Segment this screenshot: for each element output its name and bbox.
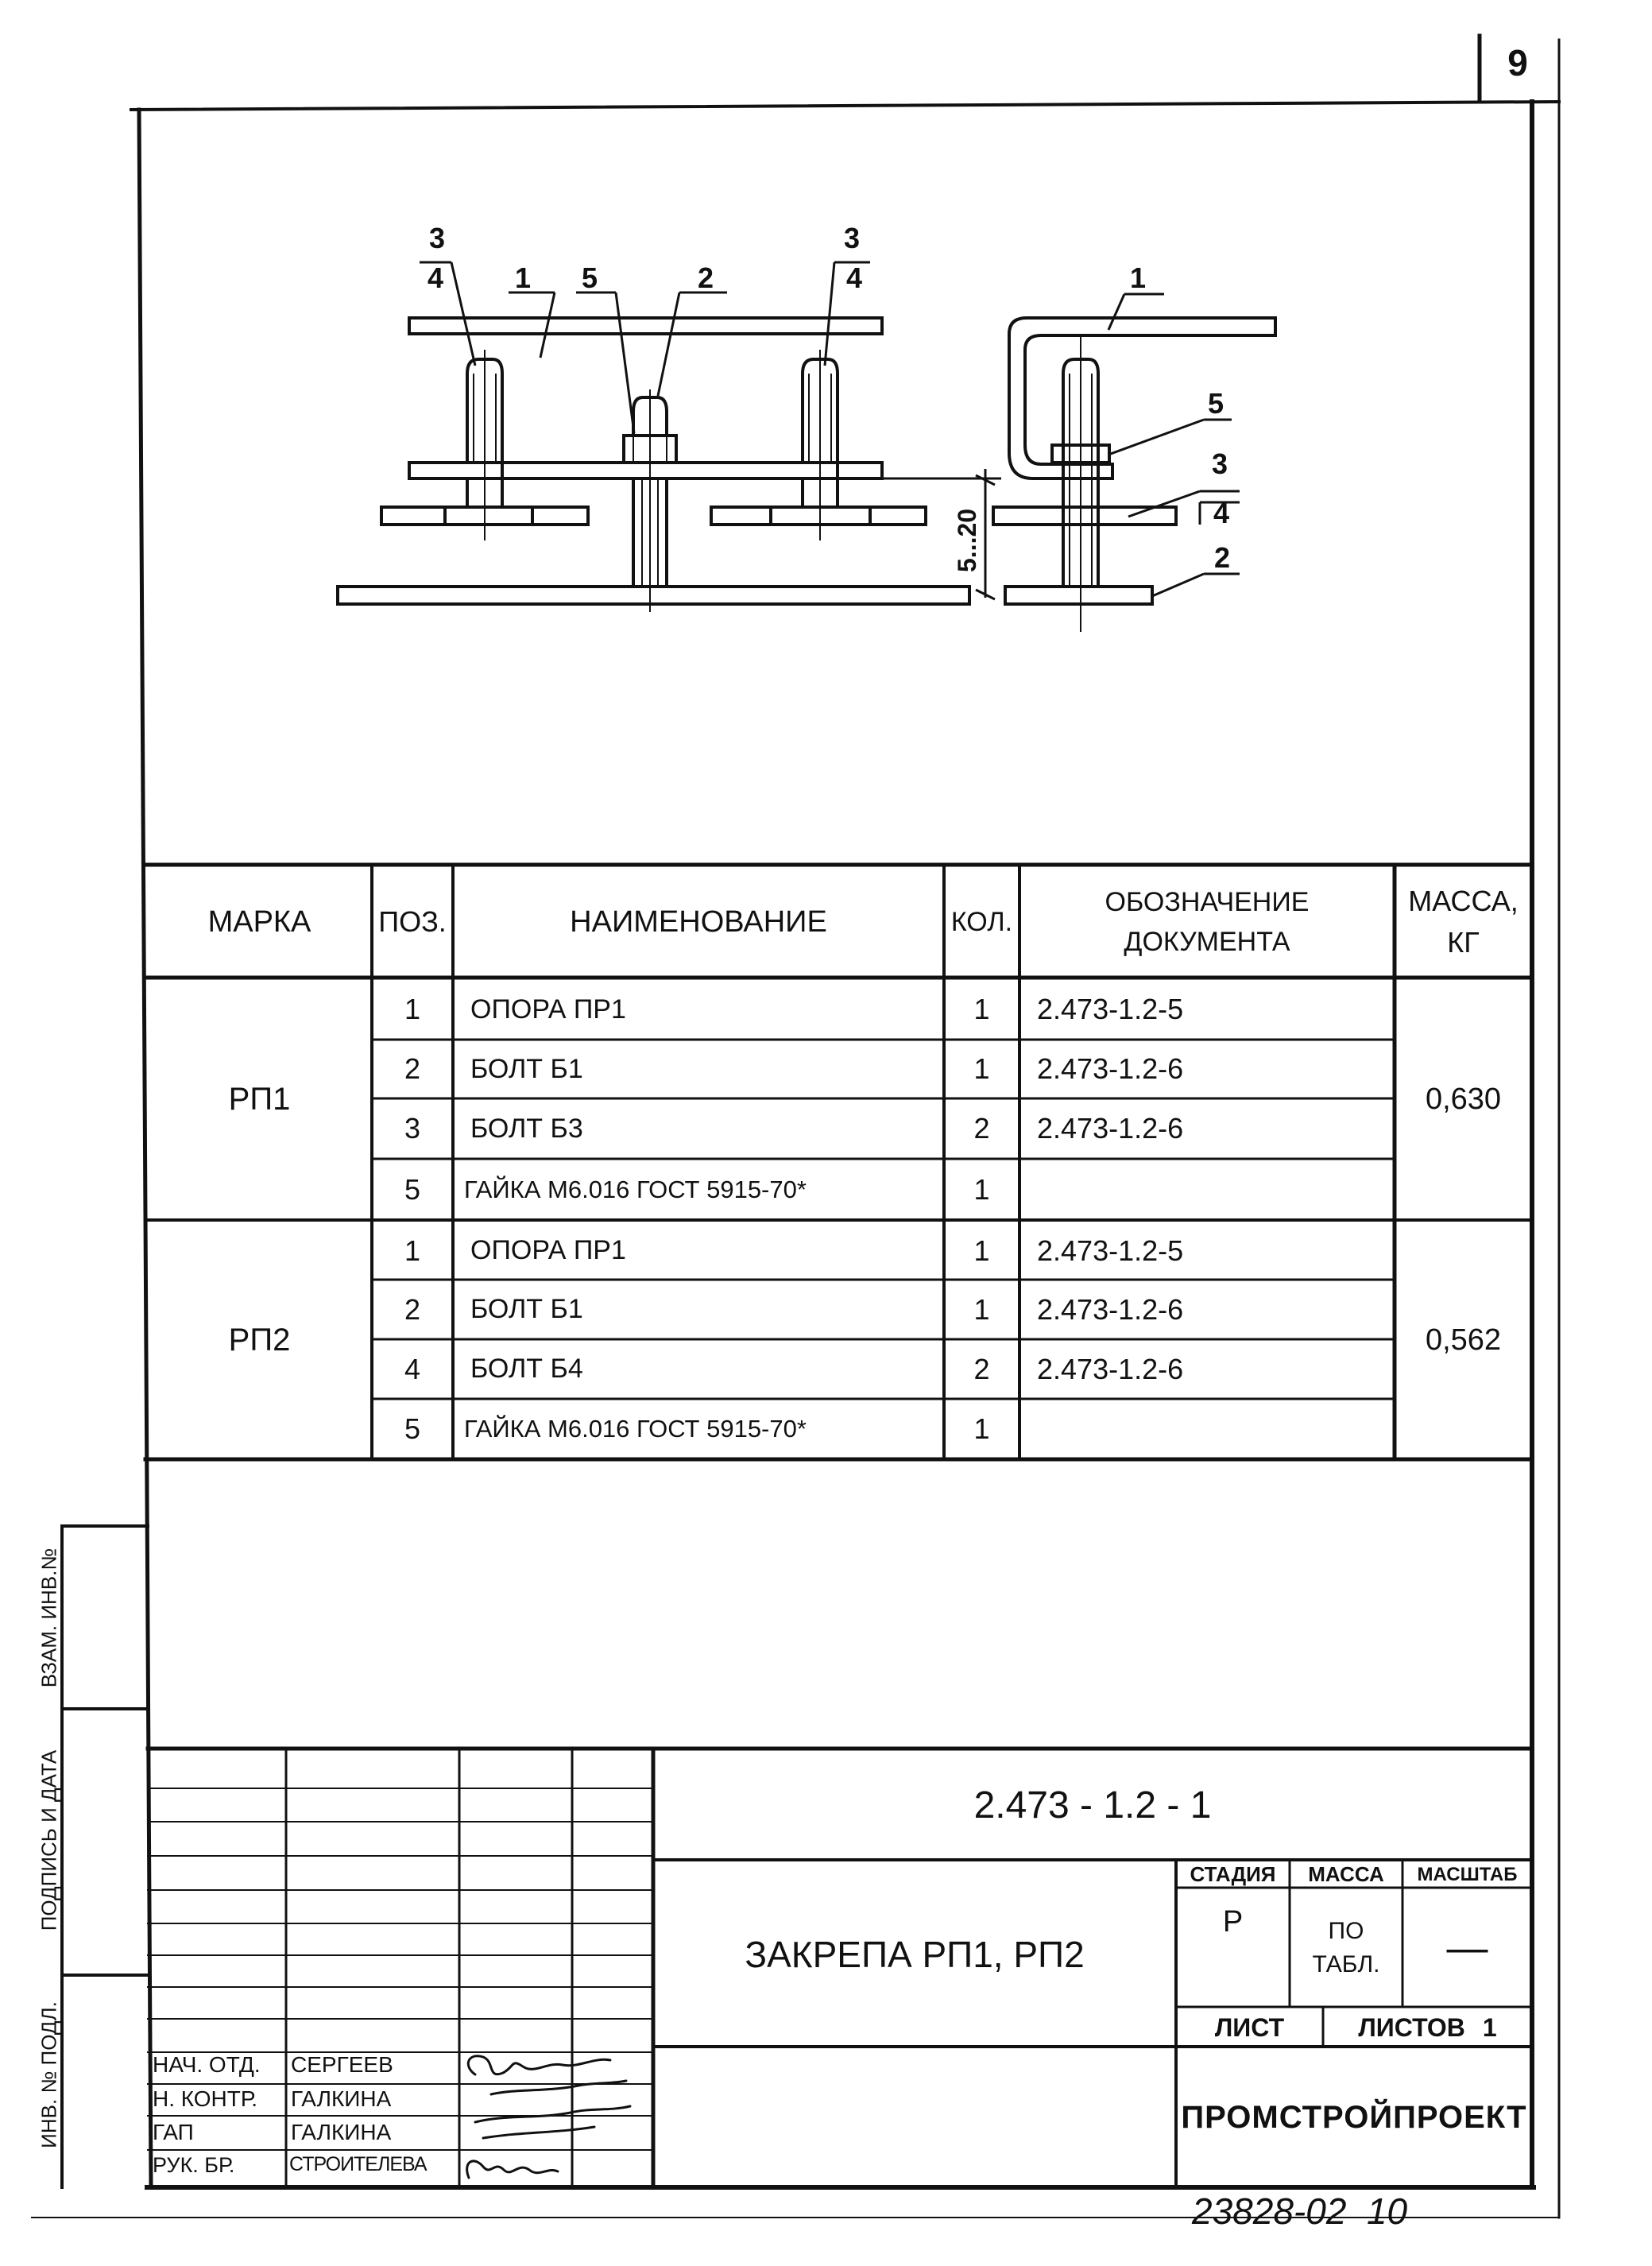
row-pos: 1 — [404, 1234, 421, 1267]
label-5-side: 5 — [1208, 387, 1224, 420]
label-3-side: 3 — [1212, 447, 1228, 480]
side-stamp-inv-podl: ИНВ. № ПОДЛ. — [37, 2001, 61, 2148]
scale-value: — — [1446, 1925, 1488, 1971]
mass-value-line2: ТАБЛ. — [1312, 1951, 1380, 1977]
sheets-label — [1323, 2008, 1532, 2047]
row-pos: 5 — [404, 1172, 421, 1206]
sheet-number: 9 — [1507, 42, 1528, 83]
stage-value: Р — [1222, 1905, 1244, 1939]
document-designation: 2.473 - 1.2 - 1 — [973, 1784, 1212, 1826]
row-qty: 1 — [973, 1052, 990, 1085]
header-marka: МАРКА — [207, 904, 311, 939]
scale-label: МАСШТАБ — [1417, 1863, 1518, 1885]
row-pos: 1 — [404, 993, 421, 1025]
sheets-label-text: ЛИСТОВ — [1358, 2012, 1465, 2042]
row-doc: 2.473-1.2-6 — [1037, 1112, 1184, 1145]
row-doc: 2.473-1.2-5 — [1037, 1234, 1184, 1267]
group-marka: РП2 — [228, 1323, 291, 1358]
stage-label: СТАДИЯ — [1190, 1862, 1276, 1886]
signature-role: ГАП — [153, 2120, 194, 2144]
row-pos: 5 — [404, 1412, 421, 1445]
label-3-right: 3 — [844, 222, 861, 254]
sheets-count: 1 — [1482, 2012, 1497, 2042]
row-qty: 1 — [973, 1172, 990, 1206]
header-mass-line2: КГ — [1447, 926, 1480, 959]
row-doc — [1019, 1399, 1395, 1459]
header-mass-line1: МАССА, — [1408, 885, 1519, 917]
row-name: ОПОРА ПР1 — [470, 1235, 626, 1265]
signature-role: Н. КОНТР. — [153, 2086, 258, 2111]
group-mass: 0,630 — [1425, 1083, 1502, 1116]
row-qty: 2 — [973, 1112, 990, 1145]
label-4-side: 4 — [1213, 497, 1230, 529]
row-name: ГАЙКА М6.016 ГОСТ 5915-70* — [464, 1175, 807, 1203]
dimension-label: 5...20 — [953, 508, 981, 572]
row-qty: 1 — [973, 1412, 990, 1445]
signature-name: СТРОИТЕЛЕВА — [289, 2153, 427, 2175]
label-4-left: 4 — [428, 261, 444, 294]
signature-role: РУК. БР. — [153, 2153, 235, 2177]
row-doc: 2.473-1.2-6 — [1037, 1352, 1184, 1385]
group-marka: РП1 — [228, 1082, 291, 1117]
label-4-right: 4 — [846, 261, 863, 294]
row-pos: 2 — [404, 1292, 421, 1326]
drawing-title: ЗАКРЕПА РП1, РП2 — [745, 1933, 1085, 1975]
assembly-drawing — [0, 0, 1652, 715]
row-pos: 2 — [404, 1052, 421, 1085]
group-mass: 0,562 — [1425, 1323, 1502, 1357]
side-stamp-vzam: ВЗАМ. ИНВ.№ — [37, 1547, 61, 1688]
signature-name: СЕРГЕЕВ — [291, 2052, 393, 2077]
header-name: НАИМЕНОВАНИЕ — [570, 904, 827, 939]
sheet-label: ЛИСТ — [1214, 2012, 1285, 2042]
row-doc — [1019, 1159, 1395, 1220]
signature-name: ГАЛКИНА — [291, 2120, 392, 2144]
row-name: БОЛТ Б1 — [470, 1294, 583, 1324]
header-document-line1: ОБОЗНАЧЕНИЕ — [1105, 887, 1310, 917]
row-name: ОПОРА ПР1 — [470, 994, 626, 1025]
signature-name: ГАЛКИНА — [291, 2086, 392, 2111]
row-doc: 2.473-1.2-6 — [1037, 1292, 1184, 1326]
label-1-side: 1 — [1130, 261, 1147, 294]
header-mass — [1395, 866, 1532, 978]
label-5-left: 5 — [582, 261, 598, 294]
row-qty: 1 — [973, 1234, 990, 1267]
label-2-left: 2 — [698, 261, 714, 294]
row-pos: 4 — [404, 1352, 421, 1385]
row-qty: 2 — [973, 1352, 990, 1385]
signature-role: НАЧ. ОТД. — [153, 2052, 261, 2077]
mass-value-line1: ПО — [1328, 1918, 1364, 1944]
header-pos: ПОЗ. — [378, 905, 447, 938]
row-pos: 3 — [404, 1112, 421, 1145]
label-3-left: 3 — [429, 222, 446, 254]
row-name: БОЛТ Б3 — [470, 1113, 583, 1144]
label-1-left: 1 — [515, 261, 532, 294]
row-name: БОЛТ Б4 — [470, 1354, 583, 1384]
mass-value — [1290, 1889, 1402, 2007]
label-2-side: 2 — [1214, 541, 1231, 574]
header-qty: КОЛ. — [950, 906, 1013, 937]
header-document — [1019, 866, 1395, 978]
row-name: БОЛТ Б1 — [470, 1053, 583, 1084]
row-doc: 2.473-1.2-6 — [1037, 1052, 1184, 1085]
row-qty: 1 — [973, 1292, 990, 1326]
side-stamp-podpis: ПОДПИСЬ И ДАТА — [37, 1749, 61, 1931]
row-doc: 2.473-1.2-5 — [1037, 993, 1184, 1025]
archive-number: 23828-02 10 — [1192, 2190, 1408, 2232]
row-qty: 1 — [973, 993, 990, 1025]
organization-name: ПРОМСТРОЙПРОЕКТ — [1181, 2100, 1527, 2135]
handwritten-signatures — [459, 2051, 653, 2187]
mass-label: МАССА — [1308, 1862, 1384, 1886]
header-document-line2: ДОКУМЕНТА — [1124, 927, 1290, 957]
row-name: ГАЙКА М6.016 ГОСТ 5915-70* — [464, 1415, 807, 1443]
